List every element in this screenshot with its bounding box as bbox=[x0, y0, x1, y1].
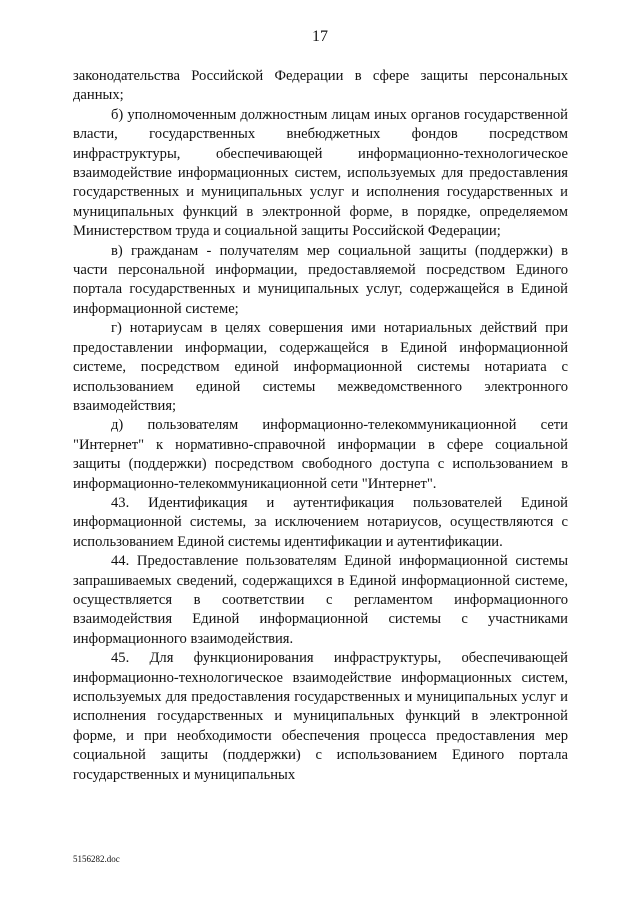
paragraph-continuation: законодательства Российской Федерации в сфере защиты персональных данных; bbox=[73, 68, 568, 104]
paragraph-item-v: в) гражданам - получателям мер социальной защиты (поддержки) в части персональной информации, предоставляемой посредством Единого портала государственных и муниципальных услуг, содержащейся в Единой информационной системе; bbox=[73, 242, 568, 317]
paragraph-section-43: 43. Идентификация и аутентификация пользователей Единой информационной системы, за исключением нотариусов, осуществляются с использованием Единой системы идентификации и аутентификации. bbox=[73, 494, 568, 550]
paragraph-section-45: 45. Для функционирования инфраструктуры, обеспечивающей информационно-технологическое взаимодействие информационных систем, используемых для предоставления государственных и муниципальных услуг и исполнения государственных и муниципальных функций в электронной форме, и при необходимости обеспечения процесса предоставления мер социальной защиты (поддержки) с использованием Единого портала государственных и муниципальных bbox=[73, 650, 568, 783]
document-file-code: 5156282.doc bbox=[73, 854, 120, 864]
page-number: 17 bbox=[312, 28, 328, 45]
paragraph-item-g: г) нотариусам в целях совершения ими нотариальных действий при предоставлении информации, содержащейся в Единой информационной системе, посредством единой информационной системы нотариата с использованием единой системы межведомственного электронного взаимодействия; bbox=[73, 320, 568, 414]
paragraph-item-b: б) уполномоченным должностным лицам иных органов государственной власти, государственных внебюджетных фондов посредством инфраструктуры, обеспечивающей информационно-технологическое взаимодействие информационных систем, используемых для предоставления государственных и муниципальных услуг и исполнения государственных и муниципальных функций в электронной форме, в порядке, определяемом Министерством труда и социальной защиты Российской Федерации; bbox=[73, 106, 568, 240]
paragraph-section-44: 44. Предоставление пользователям Единой информационной системы запрашиваемых сведений, содержащихся в Единой информационной системе, осуществляется в соответствии с регламентом информационного взаимодействия Единой информационной системы с участниками информационного взаимодействия. bbox=[73, 553, 568, 647]
paragraph-item-d: д) пользователям информационно-телекоммуникационной сети "Интернет" к нормативно-справочной информации в сфере социальной защиты (поддержки) посредством свободного доступа с использованием в информационно-телекоммуникационной сети "Интернет". bbox=[73, 417, 568, 492]
document-body bbox=[73, 67, 568, 785]
